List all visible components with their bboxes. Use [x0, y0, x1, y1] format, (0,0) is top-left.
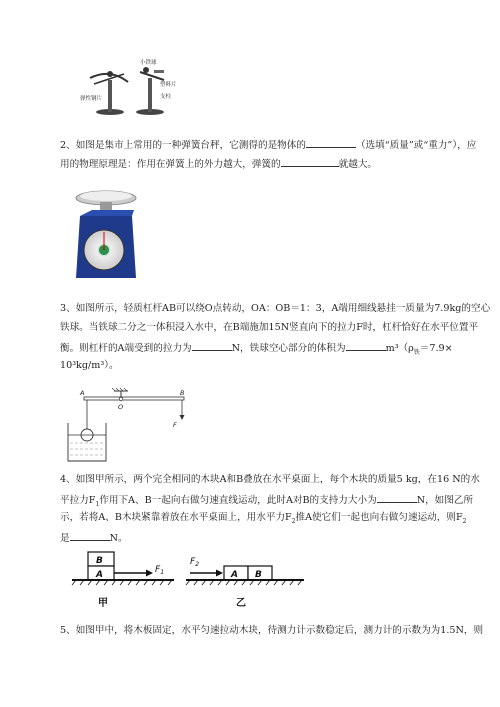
fig-yi-block-b: B [255, 570, 262, 580]
toy-stand-figure [80, 58, 190, 118]
lever-label-f: F [173, 421, 177, 429]
q4-f2-sub: 2 [291, 517, 296, 525]
q3-blank-2 [346, 341, 386, 351]
fig-jia-block-b: B [96, 556, 103, 566]
q3-text-3c: m³（ρ [385, 343, 414, 354]
q4-line-1: 4、如图甲所示，两个完全相同的木块A和B叠放在水平桌面上，每个木块的质量5 kg，在16 N的水 [60, 474, 480, 485]
q4-blank-2 [70, 531, 110, 541]
q4-text-2a: 平拉力F [60, 495, 96, 506]
q2-line-2 [60, 157, 377, 171]
blocks-figure [68, 546, 308, 618]
q4-text-3a: 示，若将A、B木块紧靠着放在水平桌面上，用水平力F [60, 512, 292, 523]
q3-line-4: 10³kg/m³）。 [60, 360, 119, 371]
q4-f1-sub: 1 [95, 500, 100, 508]
q2-blank-1 [306, 138, 356, 148]
q3-line-1: 3、如图所示，轻质杠杆AB可以绕O点转动，OA：OB＝1：3，A端用细线悬挂一质量为7.9kg的空心 [60, 303, 491, 314]
q2-line-1 [60, 138, 476, 152]
q3-text-3a: 衡。则杠杆的A端受到的拉力为 [60, 343, 192, 354]
q2-text-1a: 2、如图是集市上常用的一种弹簧台秤，它测得的是物体的 [60, 140, 306, 151]
fig-yi-block-a: A [231, 570, 238, 580]
q2-text-2a: 用的物理原理是：作用在弹簧上的外力越大，弹簧的 [60, 159, 281, 170]
q4-line-4 [60, 531, 128, 545]
q4-line-2 [60, 493, 473, 511]
q3-line-3 [60, 341, 453, 359]
toy-label-pillar: 支柱 [160, 94, 172, 100]
lever-label-b: B [180, 389, 185, 397]
q4-line-3 [60, 512, 466, 528]
fig-jia-block-a: A [96, 570, 103, 580]
q3-rho-sub: 铁 [413, 348, 420, 356]
toy-label-steel: 弹性钢片 [80, 96, 103, 102]
toy-label-ball: 小铁球 [140, 60, 157, 66]
q4-f2-sub-2: 2 [462, 517, 467, 525]
q4-text-4a: 是 [60, 533, 70, 544]
q4-text-4b: N。 [109, 533, 128, 544]
q3-blank-1 [192, 341, 232, 351]
fig-jia-force: $F_1$ [155, 565, 165, 576]
fig-jia-caption: 甲 [98, 598, 108, 609]
fig-yi-caption: 乙 [236, 598, 246, 609]
q4-text-2b: 作用下A、B一起向右做匀速直线运动，此时A对B的支持力大小为 [99, 495, 377, 506]
q3-line-2: 铁球。当铁球二分之一体积浸入水中，在B端施加15N竖直向下的拉力F时，杠杆恰好在水平位置平 [60, 322, 479, 333]
q4-blank-1 [377, 493, 417, 503]
lever-label-o: O [118, 403, 124, 411]
q3-text-3b: N，铁球空心部分的体积为 [231, 343, 346, 354]
lever-label-a: A [80, 389, 85, 397]
q2-blank-2 [281, 157, 339, 167]
toy-label-plastic: 塑料片 [160, 82, 177, 88]
q4-text-2c: N，如图乙所 [416, 495, 474, 506]
q4-text-3b: 推A使它们一起也向右做匀速运动，则F [295, 512, 463, 523]
q3-text-3d: ＝7.9× [419, 343, 453, 354]
q5-line-1: 5、如图甲中，将木板固定，水平匀速拉动木块，待测力计示数稳定后，测力计的示数为为1.5N，则 [60, 625, 484, 636]
q2-text-2b: 就越大。 [338, 159, 378, 170]
q2-text-1b: （选填“质量”或“重力”），应 [355, 140, 477, 151]
fig-yi-force: $F_2$ [190, 557, 200, 568]
spring-scale-figure [64, 186, 144, 286]
lever-figure [58, 383, 208, 465]
